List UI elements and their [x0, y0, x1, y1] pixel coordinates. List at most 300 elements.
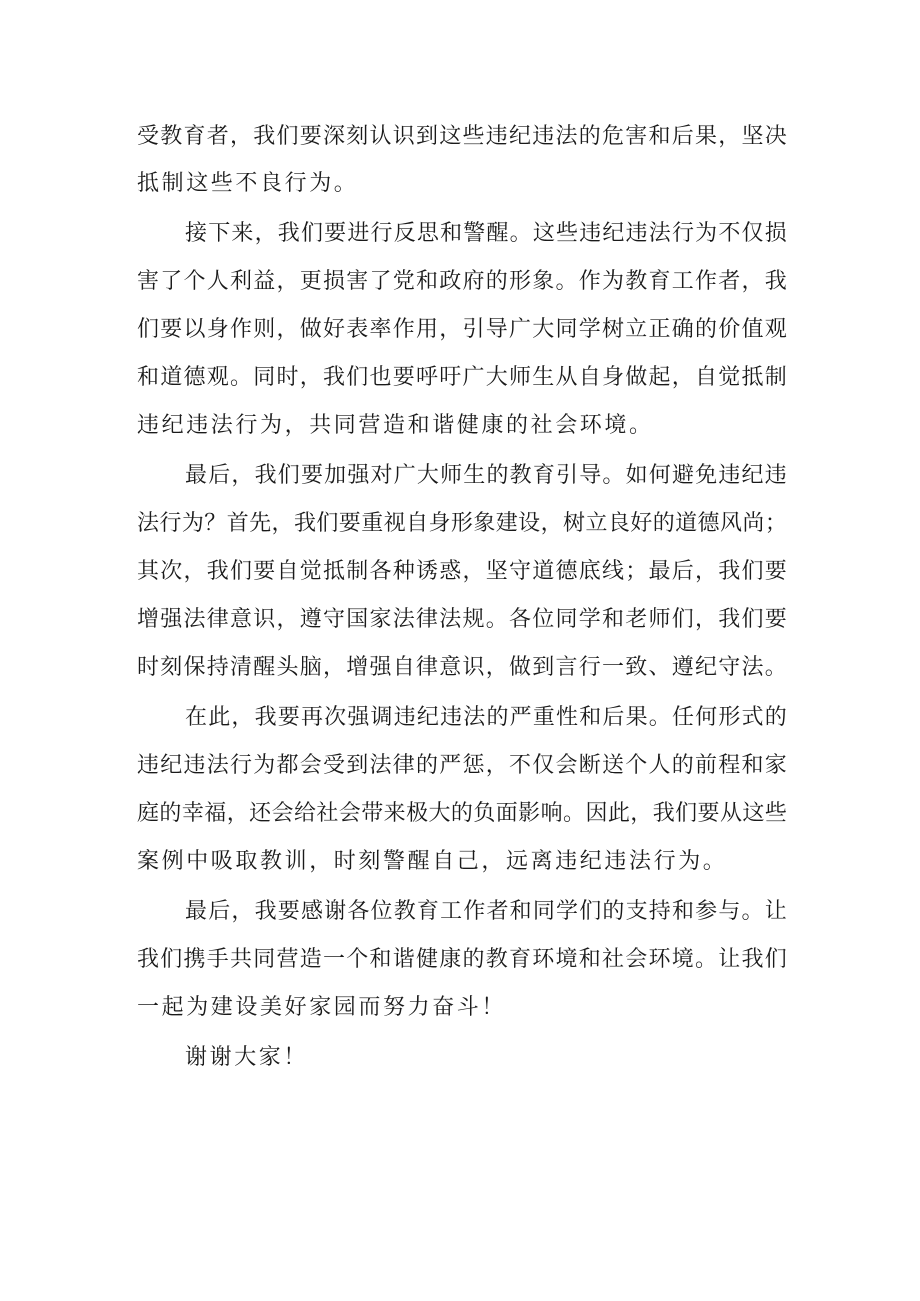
glyph: 造 [299, 947, 322, 972]
glyph: 政 [439, 269, 462, 294]
glyph: 老 [625, 607, 648, 632]
glyph: 呼 [416, 365, 439, 390]
glyph: 因 [585, 801, 608, 826]
glyph: 幸 [181, 801, 204, 826]
glyph: 和 [671, 899, 694, 924]
glyph: 确 [671, 317, 694, 342]
glyph: 参 [695, 899, 718, 924]
glyph: 们 [316, 511, 339, 536]
glyph: ， [276, 269, 299, 294]
glyph: 要 [300, 463, 323, 488]
glyph: 后 [602, 705, 625, 730]
glyph: 法 [206, 753, 229, 778]
glyph: ； [625, 559, 648, 584]
glyph: 身 [206, 317, 229, 342]
glyph: 到 [416, 124, 439, 149]
glyph: 强 [347, 463, 370, 488]
glyph: ， [540, 511, 563, 536]
glyph: 加 [324, 463, 347, 488]
text-line: 一起为建设美好家园而努力奋斗！ [137, 995, 507, 1020]
glyph: 吁 [439, 365, 462, 390]
glyph: 们 [137, 317, 160, 342]
glyph: 要 [253, 559, 276, 584]
glyph: 严 [509, 705, 532, 730]
glyph: 身 [602, 365, 625, 390]
glyph: 。 [741, 899, 764, 924]
glyph: 的 [671, 753, 694, 778]
text-line [185, 210, 787, 258]
glyph: 和 [416, 269, 439, 294]
glyph: 个 [625, 753, 648, 778]
glyph: 率 [369, 317, 392, 342]
glyph: 不 [718, 221, 741, 246]
glyph: 纪 [741, 463, 764, 488]
glyph: 会 [271, 801, 294, 826]
glyph: 思 [416, 221, 439, 246]
glyph: 何 [648, 463, 671, 488]
glyph: 。 [695, 947, 718, 972]
glyph: 坚 [485, 559, 508, 584]
glyph: ， [741, 269, 764, 294]
glyph: 们 [671, 607, 694, 632]
glyph: 们 [277, 463, 300, 488]
glyph: 行 [159, 511, 182, 536]
glyph: 德 [183, 365, 206, 390]
glyph: 形 [509, 269, 532, 294]
glyph: 身 [428, 511, 451, 536]
glyph: 违 [183, 753, 206, 778]
glyph: 境 [555, 947, 578, 972]
glyph: 后 [671, 559, 694, 584]
glyph: 让 [764, 899, 787, 924]
glyph: 首 [226, 511, 249, 536]
glyph: 违 [579, 221, 602, 246]
glyph: 守 [323, 607, 346, 632]
glyph: 式 [741, 705, 764, 730]
glyph: 响 [540, 801, 563, 826]
glyph: 工 [440, 899, 463, 924]
glyph: 纪 [602, 221, 625, 246]
glyph: ， [231, 705, 254, 730]
glyph: 环 [648, 947, 671, 972]
text-line: 案例中吸取教训，时刻警醒自己，远离违纪违法行为。 [137, 849, 728, 874]
glyph: 从 [719, 801, 742, 826]
glyph: 教 [160, 124, 183, 149]
glyph: 下 [208, 221, 231, 246]
glyph: 为 [695, 221, 718, 246]
glyph: 要 [764, 607, 787, 632]
glyph: 清 [230, 655, 253, 680]
glyph: 家 [764, 753, 787, 778]
glyph: 律 [416, 607, 439, 632]
glyph: ， [299, 365, 322, 390]
glyph: 最 [648, 559, 671, 584]
glyph: 会 [338, 801, 361, 826]
glyph: 些 [462, 124, 485, 149]
glyph: 象 [473, 511, 496, 536]
glyph: 立 [585, 511, 608, 536]
glyph: 我 [718, 607, 741, 632]
glyph: 我 [137, 947, 160, 972]
glyph: 广 [393, 463, 416, 488]
glyph: 教 [509, 463, 532, 488]
glyph: 后 [671, 124, 694, 149]
glyph: 从 [555, 365, 578, 390]
glyph: 为 [181, 511, 204, 536]
glyph: 为 [253, 753, 276, 778]
glyph: 次 [324, 705, 347, 730]
text-line [137, 354, 787, 402]
glyph: 象 [532, 269, 555, 294]
glyph: 。 [485, 607, 508, 632]
glyph: 的 [652, 511, 675, 536]
glyph: 意 [230, 607, 253, 632]
text-line [185, 452, 787, 500]
glyph: ， [276, 607, 299, 632]
glyph: 们 [346, 365, 369, 390]
glyph: 果 [695, 124, 718, 149]
glyph: 值 [741, 317, 764, 342]
glyph: 和 [369, 947, 392, 972]
glyph: 会 [555, 753, 578, 778]
glyph: 工 [671, 269, 694, 294]
glyph: 作 [578, 269, 601, 294]
glyph: 遵 [299, 607, 322, 632]
glyph: 一 [602, 655, 625, 680]
glyph: 育 [416, 899, 439, 924]
glyph: ， [271, 511, 294, 536]
glyph: 反 [393, 221, 416, 246]
glyph: 位 [370, 899, 393, 924]
glyph: 违 [440, 705, 463, 730]
glyph: 表 [346, 317, 369, 342]
glyph: 这 [532, 221, 555, 246]
glyph: 我 [718, 559, 741, 584]
glyph: 后 [208, 899, 231, 924]
glyph: 学 [578, 607, 601, 632]
glyph: 正 [648, 317, 671, 342]
glyph: 这 [439, 124, 462, 149]
glyph: 作 [463, 899, 486, 924]
glyph: 生 [532, 365, 555, 390]
glyph: 重 [361, 511, 384, 536]
glyph: 广 [509, 317, 532, 342]
glyph: 们 [579, 899, 602, 924]
text-line [137, 790, 787, 838]
glyph: 我 [323, 365, 346, 390]
glyph: 同 [555, 317, 578, 342]
glyph: 和 [137, 365, 160, 390]
glyph: 党 [392, 269, 415, 294]
glyph: 育 [509, 947, 532, 972]
glyph: 我 [253, 124, 276, 149]
glyph: 德 [555, 559, 578, 584]
glyph: 风 [719, 511, 742, 536]
glyph: 们 [764, 947, 787, 972]
glyph: 觉 [718, 365, 741, 390]
glyph: 我 [293, 511, 316, 536]
glyph: 法 [392, 607, 415, 632]
glyph: 我 [764, 269, 787, 294]
glyph: 以 [183, 317, 206, 342]
glyph: 后 [208, 463, 231, 488]
glyph: 言 [555, 655, 578, 680]
glyph: 要 [160, 317, 183, 342]
glyph: 的 [486, 705, 509, 730]
glyph: 些 [556, 221, 579, 246]
glyph: ， [231, 899, 254, 924]
glyph: 法 [183, 607, 206, 632]
glyph: 的 [462, 947, 485, 972]
glyph: 法 [369, 753, 392, 778]
glyph: 惩 [462, 753, 485, 778]
glyph: 的 [764, 705, 787, 730]
glyph: 引 [556, 463, 579, 488]
glyph: 刻 [160, 655, 183, 680]
glyph: 和 [741, 753, 764, 778]
glyph: 最 [185, 463, 208, 488]
glyph: 树 [563, 511, 586, 536]
glyph: 为 [602, 269, 625, 294]
text-line: 违纪违法行为，共同营造和谐健康的社会环境。 [137, 413, 654, 438]
glyph: 同 [555, 607, 578, 632]
glyph: 德 [697, 511, 720, 536]
glyph: 观 [764, 317, 787, 342]
glyph: 。 [509, 221, 532, 246]
glyph: 前 [695, 753, 718, 778]
glyph: 接 [185, 221, 208, 246]
glyph: 各 [509, 607, 532, 632]
glyph: 生 [463, 463, 486, 488]
glyph: 带 [361, 801, 384, 826]
glyph: 形 [450, 511, 473, 536]
glyph: 感 [300, 899, 323, 924]
glyph: 要 [338, 511, 361, 536]
glyph: 法 [648, 221, 671, 246]
glyph: ， [485, 753, 508, 778]
glyph: 觉 [299, 559, 322, 584]
glyph: ， [485, 655, 508, 680]
glyph: 的 [602, 899, 625, 924]
glyph: ， [630, 801, 653, 826]
glyph: 受 [323, 753, 346, 778]
glyph: 我 [206, 559, 229, 584]
glyph: 违 [137, 753, 160, 778]
glyph: 的 [416, 753, 439, 778]
glyph: 次 [160, 559, 183, 584]
glyph: 好 [630, 511, 653, 536]
glyph: 要 [277, 705, 300, 730]
glyph: 建 [495, 511, 518, 536]
glyph: 醒 [253, 655, 276, 680]
glyph: 违 [485, 124, 508, 149]
text-line [137, 306, 787, 354]
text-line [185, 694, 787, 742]
glyph: 此 [208, 705, 231, 730]
glyph: 大 [416, 463, 439, 488]
glyph: 让 [718, 947, 741, 972]
glyph: 行 [230, 753, 253, 778]
glyph: 同 [532, 899, 555, 924]
glyph: 律 [416, 655, 439, 680]
glyph: ， [226, 801, 249, 826]
glyph: 遵 [671, 655, 694, 680]
glyph: 们 [741, 607, 764, 632]
glyph: 脑 [299, 655, 322, 680]
glyph: 受 [137, 124, 160, 149]
glyph: 我 [277, 221, 300, 246]
text-line [137, 742, 787, 790]
text-line [137, 644, 787, 692]
glyph: 法 [137, 511, 160, 536]
glyph: 和 [602, 607, 625, 632]
glyph: 强 [369, 655, 392, 680]
glyph: 如 [625, 463, 648, 488]
glyph: ， [695, 607, 718, 632]
glyph: 这 [742, 801, 765, 826]
glyph: 制 [346, 559, 369, 584]
glyph: 做 [509, 655, 532, 680]
glyph: 者 [486, 899, 509, 924]
glyph: 断 [578, 753, 601, 778]
glyph: 个 [346, 947, 369, 972]
glyph: 要 [392, 365, 415, 390]
glyph: 法 [463, 705, 486, 730]
glyph: 国 [346, 607, 369, 632]
glyph: 形 [718, 705, 741, 730]
glyph: 行 [578, 655, 601, 680]
glyph: 人 [206, 269, 229, 294]
glyph: 要 [277, 899, 300, 924]
glyph: 的 [486, 463, 509, 488]
glyph: 尚 [742, 511, 765, 536]
glyph: 任 [671, 705, 694, 730]
glyph: 在 [185, 705, 208, 730]
glyph: 负 [473, 801, 496, 826]
glyph: 律 [206, 607, 229, 632]
glyph: 作 [230, 317, 253, 342]
glyph: 纪 [416, 705, 439, 730]
glyph: 设 [518, 511, 541, 536]
glyph: 先 [249, 511, 272, 536]
glyph: 违 [393, 705, 416, 730]
glyph: 。 [602, 463, 625, 488]
glyph: 都 [276, 753, 299, 778]
glyph: 道 [160, 365, 183, 390]
text-line: 谢谢大家！ [185, 1045, 309, 1070]
glyph: 谢 [324, 899, 347, 924]
glyph: 害 [625, 124, 648, 149]
glyph: 作 [392, 317, 415, 342]
glyph: 时 [276, 365, 299, 390]
glyph: 起 [648, 365, 671, 390]
glyph: 其 [137, 559, 160, 584]
glyph: 会 [299, 753, 322, 778]
glyph: 违 [625, 221, 648, 246]
glyph: 社 [602, 947, 625, 972]
glyph: 会 [625, 947, 648, 972]
text-line [137, 596, 787, 644]
glyph: 避 [671, 463, 694, 488]
glyph: 要 [697, 801, 720, 826]
glyph: 坚 [741, 124, 764, 149]
text-line [137, 500, 787, 548]
glyph: 作 [695, 269, 718, 294]
glyph: 持 [206, 655, 229, 680]
glyph: 良 [607, 511, 630, 536]
glyph: 对 [370, 463, 393, 488]
glyph: 了 [369, 269, 392, 294]
glyph: 违 [532, 124, 555, 149]
glyph: ； [764, 511, 787, 536]
glyph: 面 [495, 801, 518, 826]
text-line [185, 888, 787, 936]
glyph: ， [671, 365, 694, 390]
glyph: 和 [440, 221, 463, 246]
glyph: 价 [718, 317, 741, 342]
glyph: 来 [383, 801, 406, 826]
glyph: 我 [254, 705, 277, 730]
glyph: 道 [532, 559, 555, 584]
glyph: 与 [718, 899, 741, 924]
glyph: 和 [579, 705, 602, 730]
glyph: 要 [324, 221, 347, 246]
glyph: 纪 [695, 655, 718, 680]
glyph: ， [230, 124, 253, 149]
glyph: 教 [393, 899, 416, 924]
glyph: 道 [675, 511, 698, 536]
glyph: ， [439, 317, 462, 342]
glyph: 。 [563, 801, 586, 826]
glyph: 免 [695, 463, 718, 488]
glyph: 法 [439, 607, 462, 632]
text-line [137, 936, 787, 984]
glyph: 利 [230, 269, 253, 294]
glyph: 。 [648, 705, 671, 730]
text-line [137, 113, 787, 161]
glyph: 视 [383, 511, 406, 536]
glyph: 同 [253, 365, 276, 390]
glyph: 各 [369, 559, 392, 584]
glyph: 庭 [137, 801, 160, 826]
glyph: 严 [439, 753, 462, 778]
glyph: 观 [206, 365, 229, 390]
glyph: 种 [392, 559, 415, 584]
glyph: 不 [509, 753, 532, 778]
glyph: 守 [509, 559, 532, 584]
glyph: 育 [648, 269, 671, 294]
glyph: 强 [347, 705, 370, 730]
glyph: 共 [230, 947, 253, 972]
glyph: 制 [764, 365, 787, 390]
glyph: 教 [625, 269, 648, 294]
glyph: 损 [323, 269, 346, 294]
glyph: 师 [509, 365, 532, 390]
glyph: 树 [602, 317, 625, 342]
glyph: 者 [718, 269, 741, 294]
glyph: 些 [764, 801, 787, 826]
glyph: 违 [718, 463, 741, 488]
glyph: ， [323, 655, 346, 680]
glyph: 学 [578, 317, 601, 342]
glyph: ， [254, 221, 277, 246]
glyph: 律 [392, 753, 415, 778]
glyph: 送 [602, 753, 625, 778]
glyph: 性 [556, 705, 579, 730]
glyph: 们 [300, 221, 323, 246]
glyph: 自 [276, 559, 299, 584]
glyph: ？ [204, 511, 227, 536]
